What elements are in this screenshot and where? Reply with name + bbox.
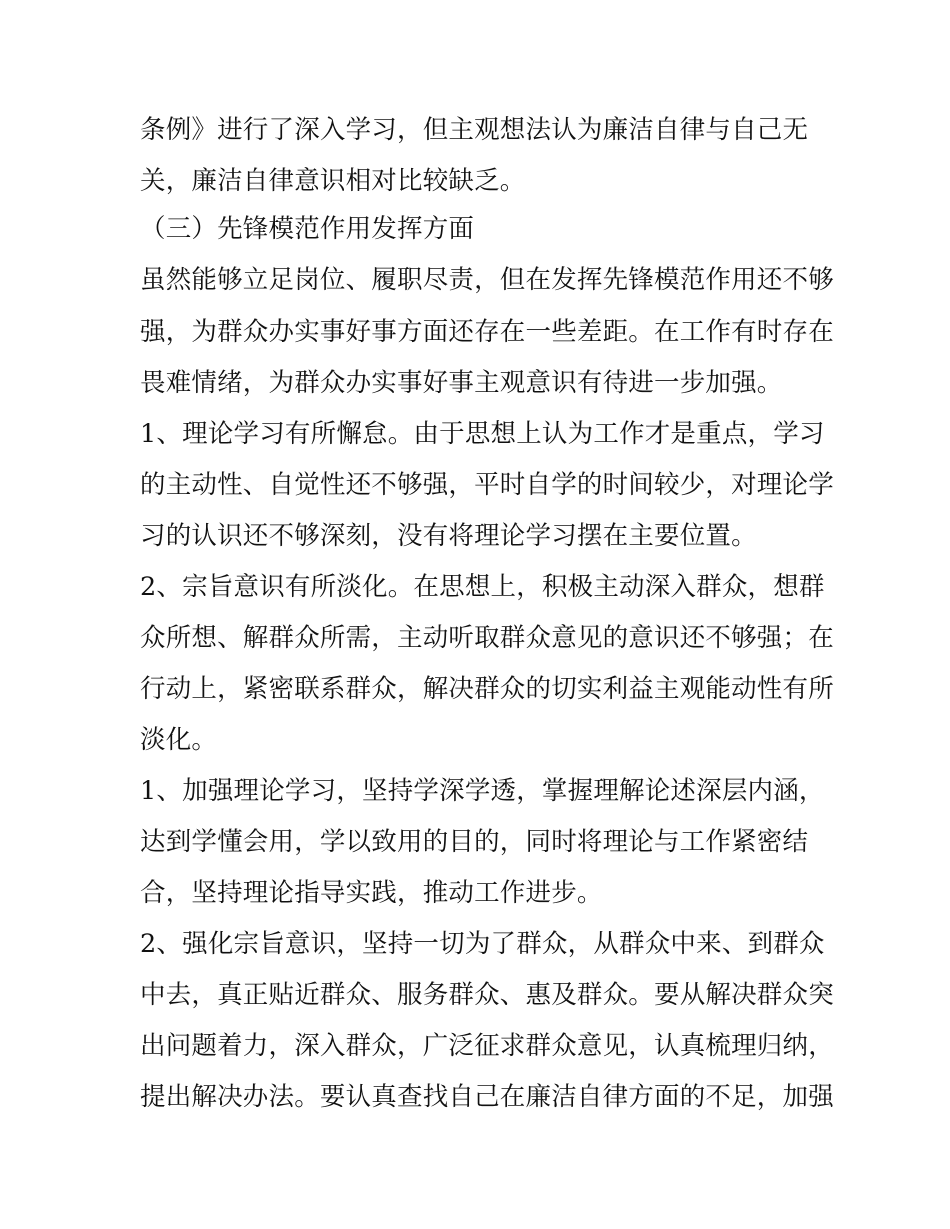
- text-line: 众所想、解群众所需，主动听取群众意见的意识还不够强；在: [140, 623, 834, 653]
- text-line: 畏难情绪，为群众办实事好事主观意识有待进一步加强。: [140, 368, 783, 398]
- text-line: 行动上，紧密联系群众，解决群众的切实利益主观能动性有所: [140, 674, 834, 704]
- text-line: 虽然能够立足岗位、履职尽责，但在发挥先锋模范作用还不够: [140, 265, 834, 295]
- text-line: 关，廉洁自律意识相对比较缺乏。: [140, 166, 526, 196]
- text-line: 强，为群众办实事好事方面还存在一些差距。在工作有时存在: [140, 317, 834, 347]
- text-line: 合，坚持理论指导实践，推动工作进步。: [140, 878, 603, 908]
- text-line: 达到学懂会用，学以致用的目的，同时将理论与工作紧密结: [140, 827, 809, 857]
- text-line: 1、加强理论学习，坚持学深学透，掌握理解论述深层内涵，: [140, 776, 825, 806]
- text-line: 2、宗旨意识有所淡化。在思想上，积极主动深入群众，想群: [140, 572, 825, 602]
- text-line: 条例》进行了深入学习，但主观想法认为廉洁自律与自己无: [140, 115, 809, 145]
- text-line: 淡化。: [140, 725, 218, 755]
- text-line: 的主动性、自觉性还不够强，平时自学的时间较少，对理论学: [140, 470, 834, 500]
- text-line: 2、强化宗旨意识，坚持一切为了群众，从群众中来、到群众: [140, 929, 825, 959]
- text-line: 1、理论学习有所懈怠。由于思想上认为工作才是重点，学习: [140, 419, 825, 449]
- text-line: 出问题着力，深入群众，广泛征求群众意见，认真梳理归纳，: [140, 1031, 834, 1061]
- text-line: 中去，真正贴近群众、服务群众、惠及群众。要从解决群众突: [140, 980, 834, 1010]
- section-heading: （三）先锋模范作用发挥方面: [140, 214, 475, 244]
- text-line: 习的认识还不够深刻，没有将理论学习摆在主要位置。: [140, 521, 757, 551]
- text-line: 提出解决办法。要认真查找自己在廉洁自律方面的不足，加强: [140, 1082, 834, 1112]
